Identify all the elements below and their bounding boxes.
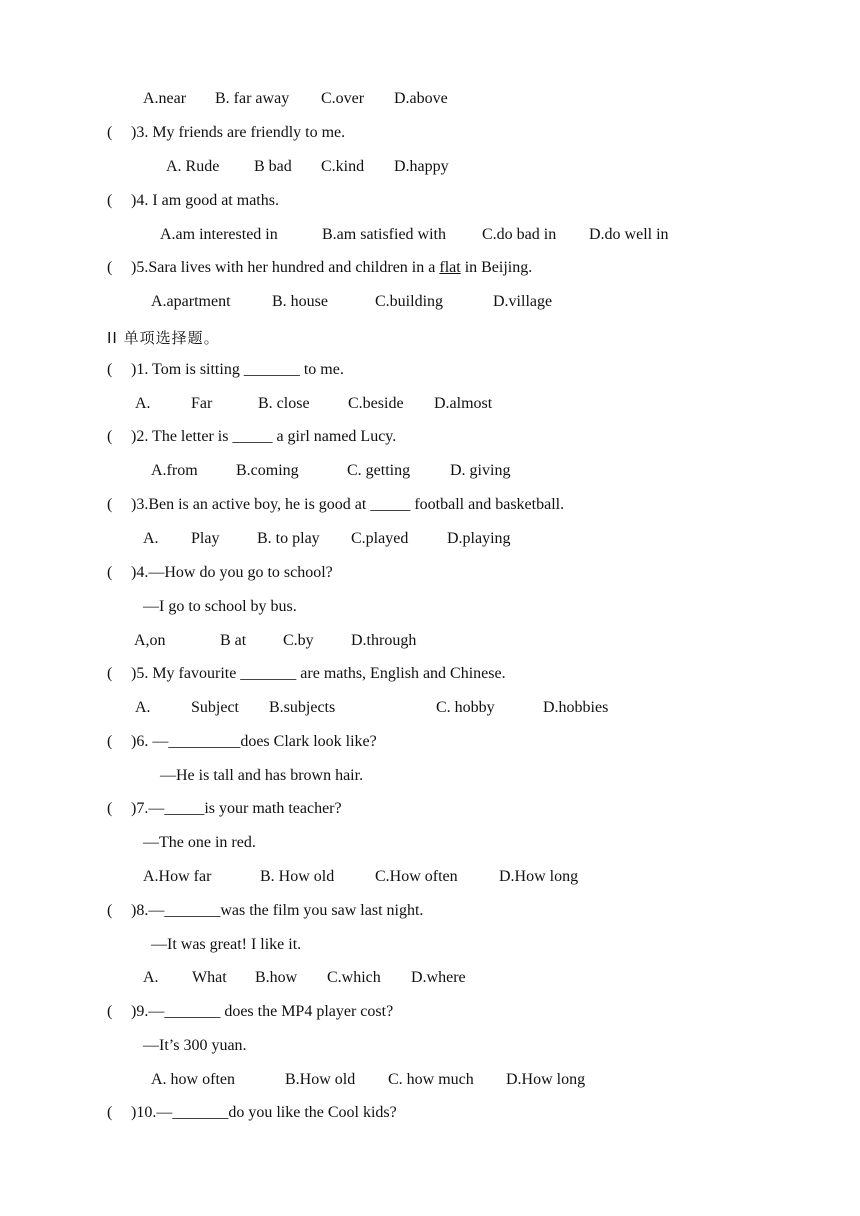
- option-b: B. How old: [260, 868, 335, 885]
- option-d: D. giving: [450, 462, 511, 479]
- option-c: C.building: [375, 293, 444, 310]
- section-heading: II 单项选择题。: [107, 329, 220, 347]
- option-a: A.am interested in: [160, 226, 278, 243]
- option-c: C.over: [321, 90, 365, 107]
- option-b: B.How old: [285, 1071, 356, 1088]
- answer-bracket: (: [107, 496, 113, 513]
- question-text: )3.Ben is an active boy, he is good at _____ football and basketball.: [131, 496, 565, 513]
- question-text: )7.—_____is your math teacher?: [131, 800, 342, 817]
- answer-line: —It was great! I like it.: [151, 936, 302, 953]
- option-b: B. house: [272, 293, 328, 310]
- option-c: C.kind: [321, 158, 365, 175]
- answer-line: —It’s 300 yuan.: [143, 1037, 247, 1054]
- option-c: C.by: [283, 632, 314, 649]
- option-b: B bad: [254, 158, 292, 175]
- option-c: C. hobby: [436, 699, 495, 716]
- option-b: B.am satisfied with: [322, 226, 446, 243]
- option-d: D.almost: [434, 395, 493, 412]
- answer-bracket: (: [107, 259, 113, 276]
- option-a: A. how often: [151, 1071, 235, 1088]
- option-d: D.playing: [447, 530, 511, 547]
- answer-bracket: (: [107, 124, 113, 141]
- option-d: D.hobbies: [543, 699, 609, 716]
- option-d: D.through: [351, 632, 417, 649]
- option-b: B. to play: [257, 530, 320, 547]
- option-a-text: Play: [191, 530, 220, 547]
- option-a: A.from: [151, 462, 198, 479]
- answer-bracket: (: [107, 733, 113, 750]
- answer-bracket: (: [107, 361, 113, 378]
- option-c: C.played: [351, 530, 409, 547]
- option-b: B at: [220, 632, 247, 649]
- option-d: D.happy: [394, 158, 449, 175]
- answer-line: —I go to school by bus.: [143, 598, 297, 615]
- answer-bracket: (: [107, 1104, 113, 1121]
- option-a-text: What: [192, 969, 227, 986]
- question-text-part: )5.Sara lives with her hundred and children in a: [131, 259, 440, 276]
- question-text: )2. The letter is _____ a girl named Lucy.: [131, 428, 397, 445]
- answer-bracket: (: [107, 800, 113, 817]
- option-c: C.How often: [375, 868, 458, 885]
- option-d: D.How long: [506, 1071, 586, 1088]
- option-c: C. getting: [347, 462, 411, 479]
- option-a: A.: [135, 395, 151, 412]
- option-a: A.: [135, 699, 151, 716]
- question-text: )10.—_______do you like the Cool kids?: [131, 1104, 397, 1121]
- option-a-text: Far: [191, 395, 213, 412]
- option-d: D.How long: [499, 868, 579, 885]
- option-a: A.: [143, 969, 159, 986]
- answer-bracket: (: [107, 665, 113, 682]
- option-b: B.coming: [236, 462, 299, 479]
- option-c: C. how much: [388, 1071, 474, 1088]
- answer-bracket: (: [107, 564, 113, 581]
- option-b: B. close: [258, 395, 310, 412]
- option-d: D.village: [493, 293, 553, 310]
- option-c: C.do bad in: [482, 226, 557, 243]
- option-d: D.do well in: [589, 226, 669, 243]
- question-text-part: in Beijing.: [460, 259, 533, 276]
- question-text: )6. —_________does Clark look like?: [131, 733, 377, 750]
- question-text: )3. My friends are friendly to me.: [131, 124, 346, 141]
- question-text: )4.—How do you go to school?: [131, 564, 333, 581]
- option-a: A.near: [143, 90, 187, 107]
- question-text: )5. My favourite _______ are maths, English and Chinese.: [131, 665, 506, 682]
- question-text: )8.—_______was the film you saw last night.: [131, 902, 424, 919]
- option-a: A,on: [134, 632, 166, 649]
- option-a: A.apartment: [151, 293, 231, 310]
- answer-bracket: (: [107, 192, 113, 209]
- option-a: A.How far: [143, 868, 212, 885]
- option-d: D.where: [411, 969, 466, 986]
- question-text: )4. I am good at maths.: [131, 192, 279, 209]
- question-text: )1. Tom is sitting _______ to me.: [131, 361, 344, 378]
- option-c: C.beside: [348, 395, 404, 412]
- answer-line: —He is tall and has brown hair.: [160, 767, 364, 784]
- option-c: C.which: [327, 969, 381, 986]
- underlined-word: flat: [439, 259, 461, 276]
- option-b: B.subjects: [269, 699, 336, 716]
- option-d: D.above: [394, 90, 448, 107]
- answer-bracket: (: [107, 1003, 113, 1020]
- answer-line: —The one in red.: [143, 834, 256, 851]
- option-a: A.: [143, 530, 159, 547]
- option-b: B. far away: [215, 90, 290, 107]
- answer-bracket: (: [107, 902, 113, 919]
- question-text: )9.—_______ does the MP4 player cost?: [131, 1003, 394, 1020]
- question-text: [131, 259, 532, 277]
- option-b: B.how: [255, 969, 298, 986]
- option-a-text: Subject: [191, 699, 239, 716]
- option-a: A. Rude: [166, 158, 220, 175]
- answer-bracket: (: [107, 428, 113, 445]
